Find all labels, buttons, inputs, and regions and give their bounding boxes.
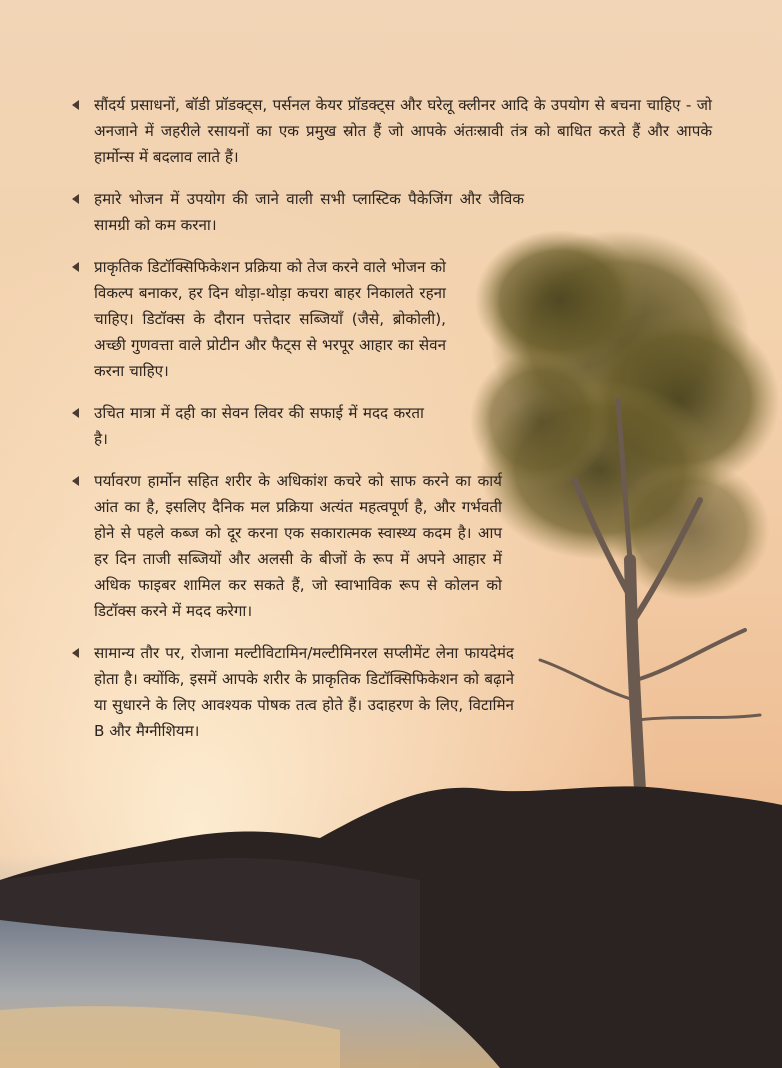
list-item-text: सौंदर्य प्रसाधनों, बॉडी प्रॉडक्ट्स, पर्सनल केयर प्रॉडक्ट्स और घरेलू क्लीनर आदि के उपयोग से बचना चाहिए - जो अनजाने में जहरीले रसायनों का एक प्रमुख स्रोत हैं जो आपके अंतःस्रावी तंत्र को बाधित करते हैं और आपके हार्मोन्स में बदलाव लाते हैं। [94, 96, 712, 166]
triangle-bullet-icon [72, 648, 79, 658]
list-item [72, 92, 712, 170]
list-item [72, 254, 446, 384]
list-item-text: हमारे भोजन में उपयोग की जाने वाली सभी प्लास्टिक पैकेजिंग और जैविक सामग्री को कम करना। [94, 190, 524, 234]
triangle-bullet-icon [72, 100, 79, 110]
list-item [72, 186, 524, 238]
list-item-text: सामान्य तौर पर, रोजाना मल्टीविटामिन/मल्टीमिनरल सप्लीमेंट लेना फायदेमंद होता है। क्योंकि, इसमें आपके शरीर के प्राकृतिक डिटॉक्सिफिकेशन को बढ़ाने या सुधारने के लिए आवश्यक पोषक तत्व होते हैं। उदाहरण के लिए, विटामिन B और मैग्नीशियम। [94, 644, 514, 740]
triangle-bullet-icon [72, 262, 79, 272]
triangle-bullet-icon [72, 408, 79, 418]
list-item [72, 640, 514, 744]
list-item-text: उचित मात्रा में दही का सेवन लिवर की सफाई में मदद करता है। [94, 404, 424, 448]
triangle-bullet-icon [72, 476, 79, 486]
list-item [72, 468, 502, 624]
bullet-list [72, 92, 712, 760]
list-item [72, 400, 424, 452]
list-item-text: पर्यावरण हार्मोन सहित शरीर के अधिकांश कचरे को साफ करने का कार्य आंत का है, इसलिए दैनिक मल प्रक्रिया अत्यंत महत्वपूर्ण है, और गर्भवती होने से पहले कब्ज को दूर करना एक सकारात्मक स्वास्थ्य कदम है। आप हर दिन ताजी सब्जियों और अलसी के बीजों के रूप में अपने आहार में अधिक फाइबर शामिल कर सकते हैं, जो स्वाभाविक रूप से कोलन को डिटॉक्स करने में मदद करेगा। [94, 472, 502, 620]
list-item-text: प्राकृतिक डिटॉक्सिफिकेशन प्रक्रिया को तेज करने वाले भोजन को विकल्प बनाकर, हर दिन थोड़ा-थोड़ा कचरा बाहर निकालते रहना चाहिए। डिटॉक्स के दौरान पत्तेदार सब्जियाँ (जैसे, ब्रोकोली), अच्छी गुणवत्ता वाले प्रोटीन और फैट्स से भरपूर आहार का सेवन करना चाहिए। [94, 258, 446, 380]
triangle-bullet-icon [72, 194, 79, 204]
